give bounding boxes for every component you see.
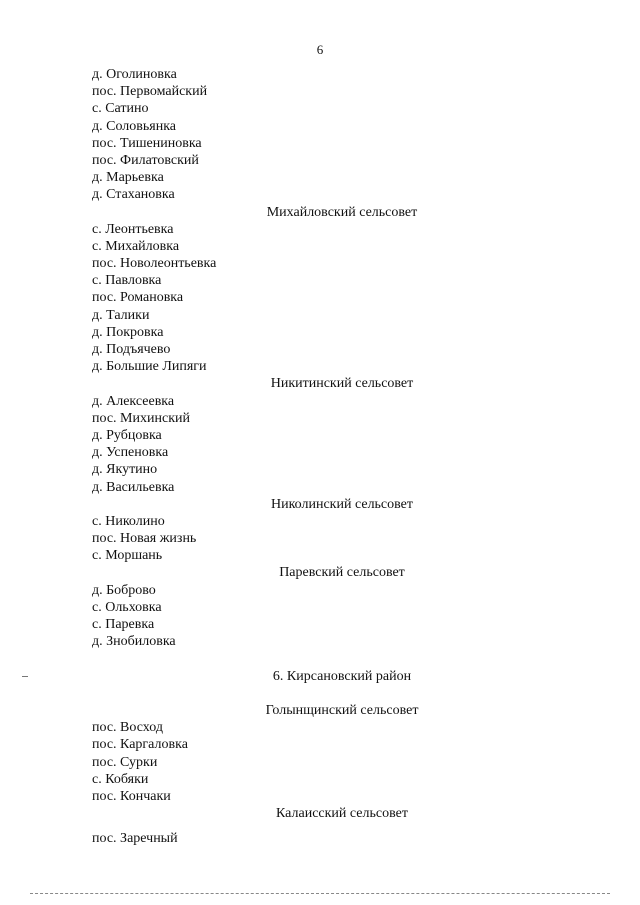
list-item: пос. Михинский xyxy=(92,410,190,426)
list-item: с. Леонтьевка xyxy=(92,221,174,237)
list-item: д. Большие Липяги xyxy=(92,359,207,375)
list-item: пос. Сурки xyxy=(92,754,158,770)
list-item: д. Оголиновка xyxy=(92,67,177,82)
list-item: с. Михайловка xyxy=(92,238,180,254)
section-heading-nikitinsky: Никитинский сельсовет xyxy=(270,376,414,392)
settlement-list xyxy=(92,221,552,376)
settlement-list xyxy=(92,582,552,651)
list-item: с. Моршань xyxy=(92,548,163,564)
settlement-list xyxy=(92,66,552,204)
settlement-list xyxy=(92,393,552,496)
settlement-list xyxy=(92,830,552,847)
spacer xyxy=(92,822,552,830)
settlement-list xyxy=(92,513,552,565)
spacer xyxy=(92,685,552,702)
list-item: с. Паревка xyxy=(92,617,155,632)
section-heading-nikolinsky: Николинский сельсовет xyxy=(270,496,414,512)
scan-mark xyxy=(22,676,28,677)
district-heading-kirsanovsky: 6. Кирсановский район xyxy=(272,668,412,684)
scan-footer-dashes xyxy=(30,893,610,896)
list-item: д. Покровка xyxy=(92,324,164,340)
list-item: пос. Заречный xyxy=(92,831,178,847)
list-item: д. Подъячево xyxy=(92,342,171,357)
list-item: пос. Тишениновка xyxy=(92,135,202,151)
list-item: д. Боброво xyxy=(92,582,156,598)
list-item: д. Соловьянка xyxy=(92,118,176,134)
list-item: пос. Каргаловка xyxy=(92,737,188,753)
list-item: пос. Кончаки xyxy=(92,788,171,804)
list-item: пос. Новолеонтьевка xyxy=(92,256,217,272)
list-item: д. Талики xyxy=(92,307,150,323)
list-item: д. Якутино xyxy=(92,462,158,478)
list-item: д. Васильевка xyxy=(92,479,175,495)
list-item: д. Стахановка xyxy=(92,187,175,203)
section-heading-mikhaylovsky: Михайловский сельсовет xyxy=(266,204,418,220)
list-item: пос. Романовка xyxy=(92,290,184,306)
spacer xyxy=(92,650,552,667)
section-heading-kalaissky: Калаисский сельсовет xyxy=(276,806,408,822)
list-item: с. Сатино xyxy=(92,101,149,117)
list-item: с. Павловка xyxy=(92,273,162,289)
section-heading-golynshchinsky: Голынщинский сельсовет xyxy=(265,702,419,718)
list-item: пос. Первомайский xyxy=(92,84,208,100)
list-item: д. Алексеевка xyxy=(92,393,175,409)
list-item: пос. Филатовский xyxy=(92,152,199,168)
document-body xyxy=(92,66,552,847)
list-item: д. Знобиловка xyxy=(92,634,176,650)
list-item: д. Успеновка xyxy=(92,445,169,461)
list-item: с. Кобяки xyxy=(92,771,149,787)
list-item: д. Рубцовка xyxy=(92,427,162,443)
list-item: с. Николино xyxy=(92,513,165,529)
section-heading-parevsky: Паревский сельсовет xyxy=(279,565,405,581)
list-item: пос. Новая жизнь xyxy=(92,531,197,547)
page-number: 6 xyxy=(316,42,324,57)
list-item: с. Ольховка xyxy=(92,599,162,615)
settlement-list xyxy=(92,719,552,805)
list-item: пос. Восход xyxy=(92,720,163,736)
list-item: д. Марьевка xyxy=(92,170,164,186)
